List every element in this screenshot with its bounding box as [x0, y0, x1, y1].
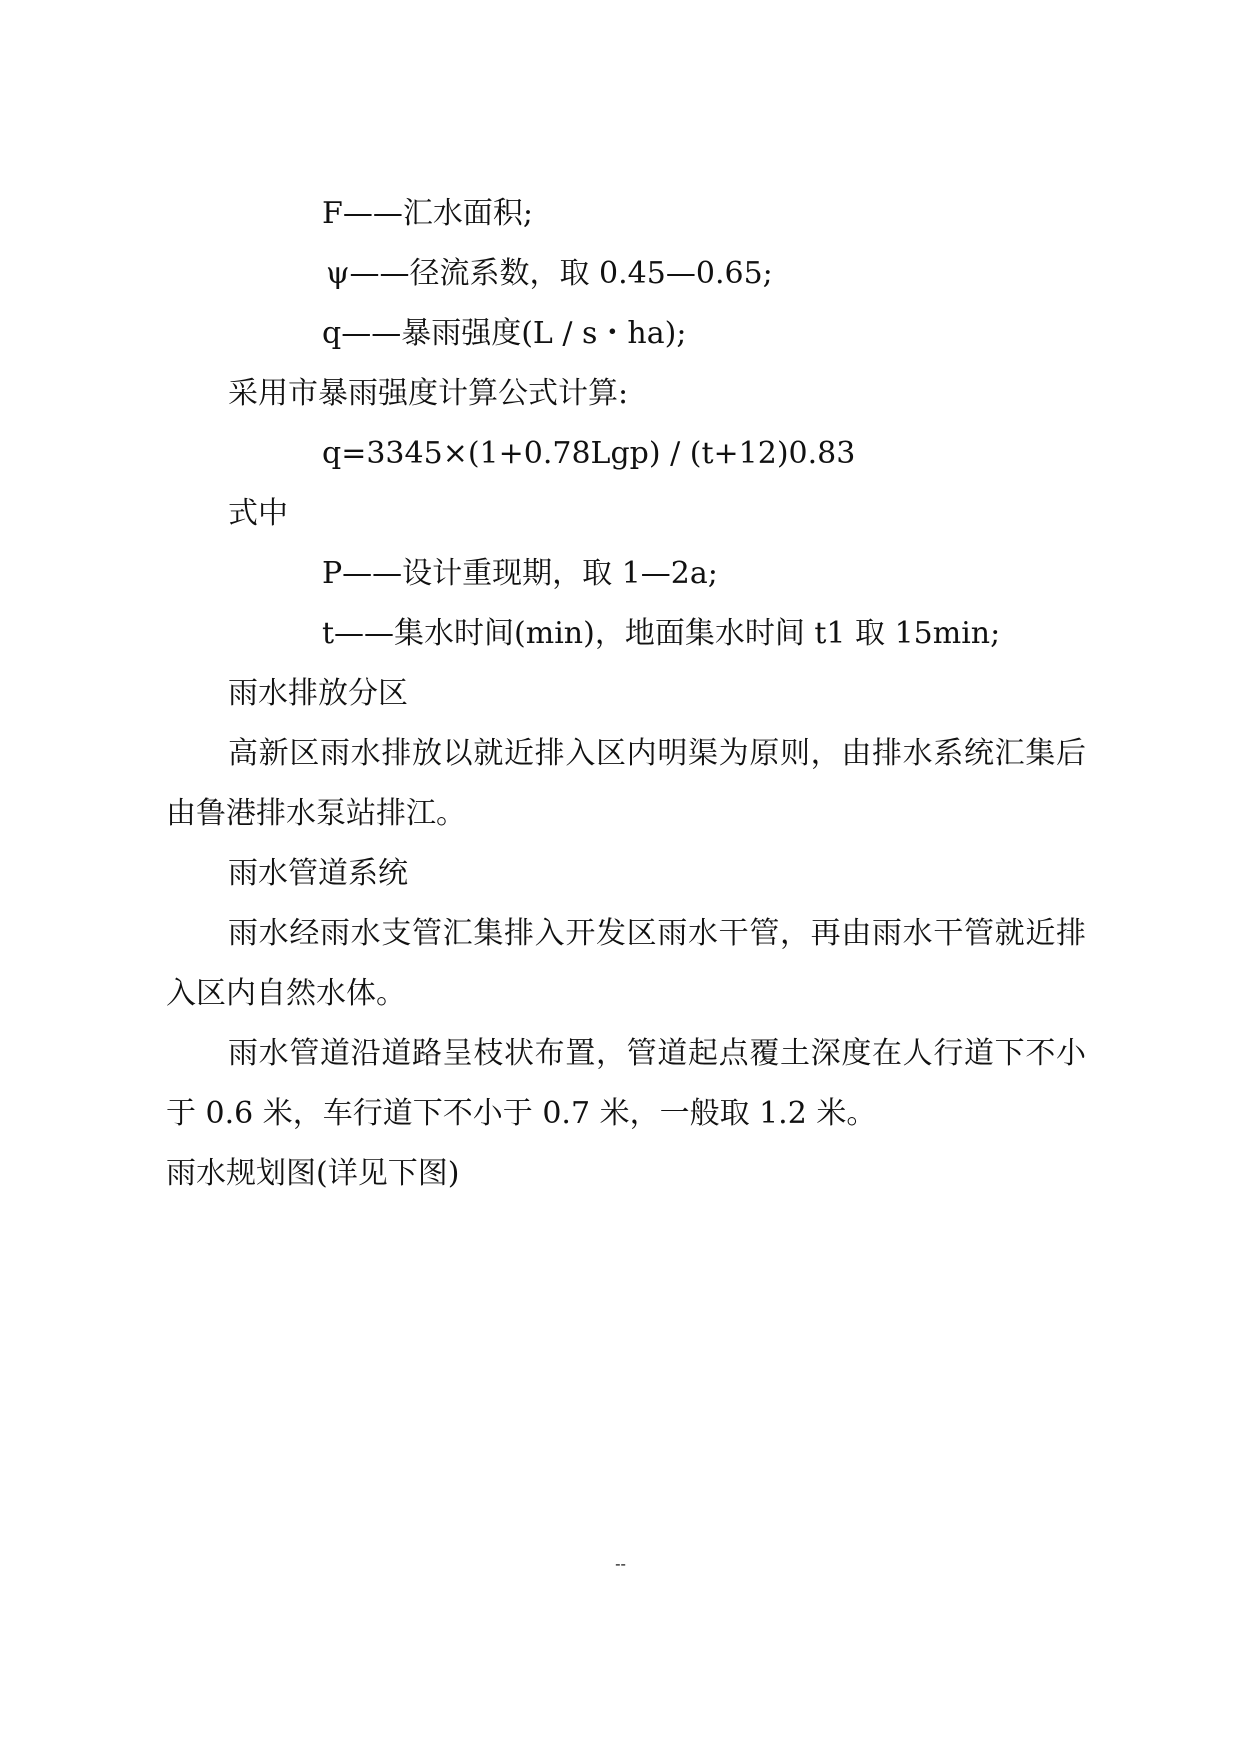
rain-intensity-formula: q=3345×(1+0.78Lgp) / (t+12)0.83 — [322, 436, 856, 471]
definition-f-line: F——汇水面积; — [322, 196, 533, 231]
paragraph-line: 高新区雨水排放以就近排入区内明渠为原则，由排水系统汇集后 — [228, 736, 1086, 771]
definition-psi-line: ψ——径流系数，取 0.45—0.65; — [326, 256, 773, 291]
definition-t-line: t——集水时间(min)，地面集水时间 t1 取 15min; — [322, 616, 1001, 651]
section-heading-drainage-zones: 雨水排放分区 — [228, 676, 408, 711]
definition-q-line: q——暴雨强度(L / s・ha); — [322, 316, 687, 351]
figure-caption: 雨水规划图(详见下图) — [166, 1156, 460, 1191]
page-footer-mark: -- — [615, 1554, 626, 1573]
paragraph-line: 雨水管道沿道路呈枝状布置，管道起点覆土深度在人行道下不小 — [228, 1036, 1086, 1071]
where-label: 式中 — [228, 496, 288, 531]
definition-p-line: P——设计重现期，取 1—2a; — [322, 556, 718, 591]
formula-intro-line: 采用市暴雨强度计算公式计算: — [228, 376, 629, 411]
paragraph-line: 于 0.6 米，车行道下不小于 0.7 米，一般取 1.2 米。 — [166, 1096, 877, 1131]
paragraph-line: 入区内自然水体。 — [166, 976, 406, 1011]
paragraph-line: 由鲁港排水泵站排江。 — [166, 796, 466, 831]
paragraph-line: 雨水经雨水支管汇集排入开发区雨水干管，再由雨水干管就近排 — [228, 916, 1086, 951]
section-heading-pipe-system: 雨水管道系统 — [228, 856, 408, 891]
